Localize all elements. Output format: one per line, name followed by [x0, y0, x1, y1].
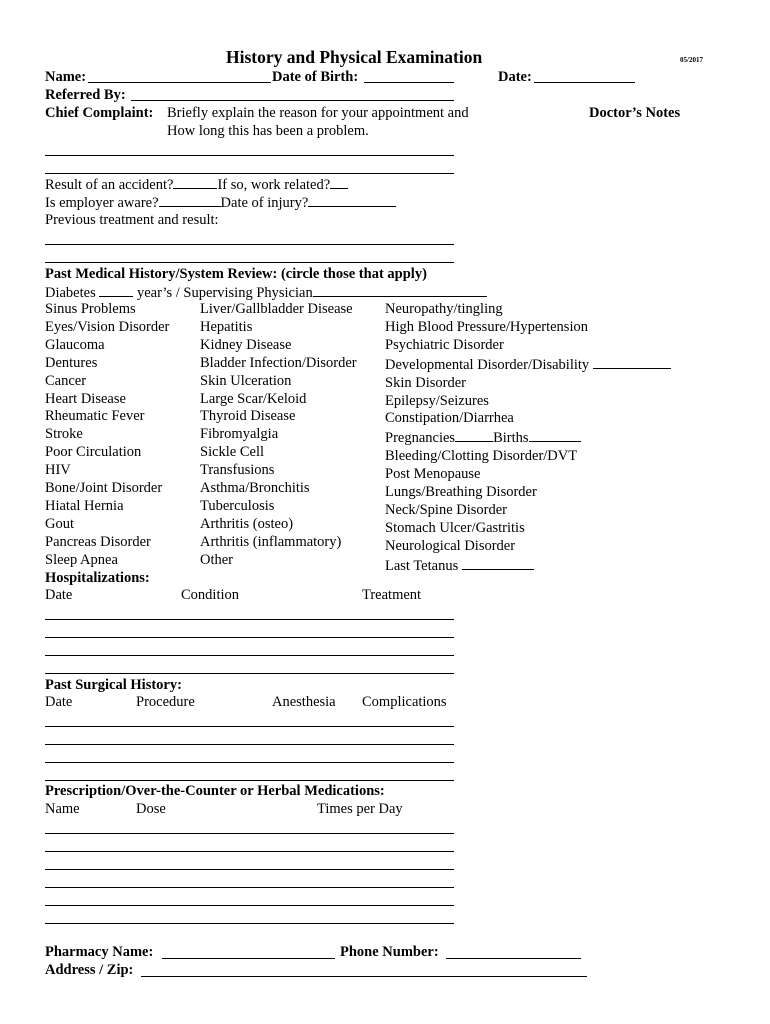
chief-complaint-line-2[interactable]: [45, 173, 454, 174]
condition-item[interactable]: Hiatal Hernia: [45, 497, 124, 514]
condition-item[interactable]: HIV: [45, 462, 71, 479]
condition-item[interactable]: Constipation/Diarrhea: [385, 410, 514, 427]
previous-treatment-label: Previous treatment and result:: [45, 212, 219, 228]
work-related-blank[interactable]: [330, 175, 348, 189]
surg-col-complications: Complications: [362, 694, 447, 710]
medications-heading: Prescription/Over-the-Counter or Herbal Medications:: [45, 783, 385, 799]
condition-item[interactable]: Thyroid Disease: [200, 408, 296, 425]
condition-item[interactable]: Bone/Joint Disorder: [45, 480, 163, 497]
hospitalizations-heading: Hospitalizations:: [45, 570, 150, 586]
births-blank[interactable]: [529, 428, 581, 442]
hosp-col-condition: Condition: [181, 587, 240, 603]
pmh-heading: Past Medical History/System Review: (circle those that apply): [45, 266, 427, 282]
condition-item[interactable]: Bleeding/Clotting Disorder/DVT: [385, 448, 578, 465]
condition-item[interactable]: Neuropathy/tingling: [385, 301, 503, 317]
condition-item[interactable]: Post Menopause: [385, 466, 481, 483]
date-label: Date:: [498, 69, 532, 85]
condition-item[interactable]: Transfusions: [200, 462, 275, 479]
diabetes-years-blank[interactable]: [99, 283, 133, 297]
hosp-line[interactable]: [45, 637, 454, 638]
referred-label: Referred By:: [45, 87, 126, 103]
medication-line[interactable]: [45, 869, 454, 870]
accident-question: Result of an accident? If so, work related?: [45, 175, 348, 194]
pharmacy-label: Pharmacy Name:: [45, 944, 154, 960]
pregnancies-blank[interactable]: [455, 428, 493, 442]
condition-item[interactable]: Gout: [45, 515, 74, 532]
condition-item[interactable]: Dentures: [45, 354, 98, 371]
phone-label: Phone Number:: [340, 944, 439, 960]
address-field[interactable]: [141, 976, 587, 977]
previous-treatment-line-2[interactable]: [45, 262, 454, 263]
accident-blank[interactable]: [173, 175, 217, 189]
pmh-column-2: [200, 301, 357, 570]
injury-date-blank[interactable]: [308, 193, 396, 207]
surgical-heading: Past Surgical History:: [45, 677, 182, 693]
employer-aware-blank[interactable]: [159, 193, 221, 207]
condition-item[interactable]: Stomach Ulcer/Gastritis: [385, 519, 525, 536]
dob-label: Date of Birth:: [272, 69, 359, 85]
chief-complaint-label: Chief Complaint:: [45, 105, 154, 121]
employer-question: Is employer aware? Date of injury?: [45, 193, 396, 212]
condition-item[interactable]: Eyes/Vision Disorder: [45, 318, 170, 335]
diabetes-row: Diabetes year’s / Supervising Physician: [45, 283, 487, 302]
hosp-col-treatment: Treatment: [362, 587, 422, 603]
condition-item[interactable]: Pregnancies Births: [385, 428, 671, 448]
hosp-line[interactable]: [45, 673, 454, 674]
medication-line[interactable]: [45, 833, 454, 834]
medication-line[interactable]: [45, 905, 454, 906]
name-field[interactable]: [88, 82, 271, 83]
condition-item[interactable]: Psychiatric Disorder: [385, 336, 504, 353]
name-label: Name:: [45, 69, 87, 85]
surg-col-anesthesia: Anesthesia: [272, 694, 336, 710]
condition-item[interactable]: Glaucoma: [45, 336, 105, 353]
surg-col-procedure: Procedure: [136, 694, 195, 710]
surgical-line[interactable]: [45, 762, 454, 763]
dob-field[interactable]: [364, 82, 454, 83]
condition-item[interactable]: Epilepsy/Seizures: [385, 392, 489, 409]
surgical-line[interactable]: [45, 744, 454, 745]
medication-line[interactable]: [45, 923, 454, 924]
physician-blank[interactable]: [313, 283, 487, 297]
medication-line[interactable]: [45, 887, 454, 888]
condition-item[interactable]: Kidney Disease: [200, 336, 292, 353]
referred-field[interactable]: [131, 100, 454, 101]
med-col-name: Name: [45, 801, 80, 817]
surg-col-date: Date: [45, 694, 73, 710]
condition-item[interactable]: Rheumatic Fever: [45, 408, 145, 425]
condition-item[interactable]: Developmental Disorder/Disability: [385, 355, 671, 375]
form-code: 05/2017: [680, 56, 703, 64]
hosp-col-date: Date: [45, 587, 73, 603]
condition-item[interactable]: Lungs/Breathing Disorder: [385, 484, 537, 501]
condition-item[interactable]: Hepatitis: [200, 318, 253, 335]
medication-line[interactable]: [45, 851, 454, 852]
chief-complaint-instructions-2: How long this has been a problem.: [167, 123, 369, 139]
hosp-line[interactable]: [45, 619, 454, 620]
condition-item[interactable]: Arthritis (osteo): [200, 515, 294, 532]
tetanus-blank[interactable]: [462, 556, 534, 570]
condition-item[interactable]: Other: [200, 551, 234, 568]
med-col-times: Times per Day: [317, 801, 403, 817]
condition-item[interactable]: Fibromyalgia: [200, 426, 279, 443]
condition-item[interactable]: Pancreas Disorder: [45, 533, 151, 550]
condition-item[interactable]: Tuberculosis: [200, 497, 275, 514]
pmh-column-3: [385, 301, 671, 576]
condition-item[interactable]: Skin Disorder: [385, 374, 466, 391]
condition-item[interactable]: Neck/Spine Disorder: [385, 501, 508, 518]
condition-item[interactable]: Last Tetanus: [385, 556, 671, 576]
condition-item[interactable]: Large Scar/Keloid: [200, 390, 307, 407]
chief-complaint-line-1[interactable]: [45, 155, 454, 156]
condition-item[interactable]: Sinus Problems: [45, 301, 136, 317]
doctors-notes-heading: Doctor’s Notes: [589, 105, 681, 121]
condition-item[interactable]: High Blood Pressure/Hypertension: [385, 318, 588, 335]
condition-item[interactable]: Sickle Cell: [200, 444, 265, 461]
disability-blank[interactable]: [593, 355, 671, 369]
surgical-line[interactable]: [45, 726, 454, 727]
med-col-dose: Dose: [136, 801, 166, 817]
date-field[interactable]: [534, 82, 635, 83]
condition-item[interactable]: Skin Ulceration: [200, 372, 292, 389]
hosp-line[interactable]: [45, 655, 454, 656]
page-title: History and Physical Examination: [226, 47, 483, 67]
pmh-column-1: [45, 301, 169, 570]
condition-item[interactable]: Poor Circulation: [45, 444, 142, 461]
condition-item[interactable]: Asthma/Bronchitis: [200, 480, 310, 497]
condition-item[interactable]: Stroke: [45, 426, 83, 443]
condition-item[interactable]: Heart Disease: [45, 390, 126, 407]
surgical-line[interactable]: [45, 780, 454, 781]
address-label: Address / Zip:: [45, 962, 134, 978]
condition-item[interactable]: Liver/Gallbladder Disease: [200, 301, 353, 317]
previous-treatment-line-1[interactable]: [45, 244, 454, 245]
pharmacy-field[interactable]: [162, 958, 335, 959]
chief-complaint-instructions: Briefly explain the reason for your appointment and: [167, 105, 469, 121]
phone-field[interactable]: [446, 958, 581, 959]
condition-item[interactable]: Arthritis (inflammatory): [200, 533, 342, 550]
condition-item[interactable]: Bladder Infection/Disorder: [200, 354, 357, 371]
condition-item[interactable]: Cancer: [45, 372, 87, 389]
condition-item[interactable]: Neurological Disorder: [385, 537, 516, 554]
condition-item[interactable]: Sleep Apnea: [45, 551, 118, 568]
